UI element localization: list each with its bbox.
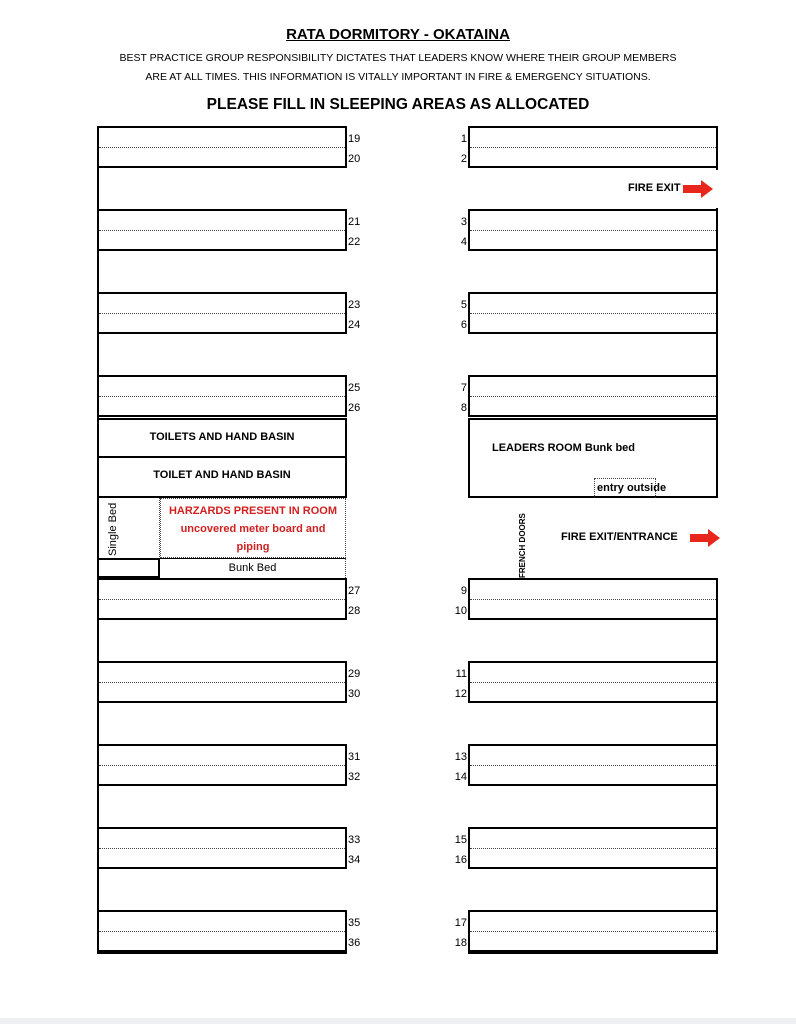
bed-number: 25 [348,382,361,394]
fire-exit-entrance-arrow-icon [690,529,720,547]
bunk-divider [470,599,716,600]
right-bunk-block[interactable] [468,744,718,786]
bunk-divider [99,848,345,849]
entry-outside-label: entry outside [597,482,667,494]
bunk-divider [99,396,345,397]
left-bottom-wall [97,952,347,954]
bed-number: 13 [454,751,467,763]
bed-number: 29 [348,668,361,680]
bunk-divider [99,230,345,231]
bunk-divider [470,931,716,932]
subtitle-line-1: BEST PRACTICE GROUP RESPONSIBILITY DICTATES THAT LEADERS KNOW WHERE THEIR GROUP MEMBERS [119,52,677,64]
french-doors-label: FRENCH DOORS [518,513,527,578]
bunk-divider [470,313,716,314]
right-bunk-block[interactable] [468,292,718,334]
toilets-block-2 [97,458,347,498]
bed-number: 9 [460,585,467,597]
bed-number: 35 [348,917,361,929]
bunk-divider [470,765,716,766]
bed-number: 2 [460,153,467,165]
left-bunk-block[interactable] [97,910,347,952]
hazard-title: HARZARDS PRESENT IN ROOM [168,505,338,517]
bed-number: 1 [460,133,467,145]
bunk-divider [99,682,345,683]
bed-number: 6 [460,319,467,331]
bed-number: 20 [348,153,361,165]
bed-number: 19 [348,133,361,145]
hazard-line-2: piping [236,541,270,553]
bunk-divider [99,765,345,766]
toilets-label-1: TOILETS AND HAND BASIN [149,431,295,443]
leaders-room-label: LEADERS ROOM Bunk bed [492,442,636,454]
bed-number: 18 [454,937,467,949]
bed-number: 36 [348,937,361,949]
bunk-divider [99,931,345,932]
right-bunk-block[interactable] [468,126,718,168]
bunk-bed-label: Bunk Bed [228,562,277,574]
right-bunk-block[interactable] [468,661,718,703]
bunk-bed-area [160,558,346,578]
bunk-divider [99,599,345,600]
left-bunk-block[interactable] [97,292,347,334]
bed-number: 32 [348,771,361,783]
bed-number: 27 [348,585,361,597]
bed-number: 10 [454,605,467,617]
fire-exit-label: FIRE EXIT [628,182,681,194]
right-bunk-block[interactable] [468,910,718,952]
bed-number: 17 [454,917,467,929]
bed-number: 26 [348,402,361,414]
bed-number: 8 [460,402,467,414]
left-bunk-block[interactable] [97,827,347,869]
right-bottom-wall [468,952,718,954]
fire-exit-entrance-label: FIRE EXIT/ENTRANCE [561,531,678,543]
bed-number: 34 [348,854,361,866]
fire-exit-opening [715,170,721,208]
fire-exit-arrow-icon [683,180,713,198]
single-bed-foot [97,558,160,578]
bunk-divider [470,147,716,148]
bunk-divider [470,848,716,849]
instruction-heading: PLEASE FILL IN SLEEPING AREAS AS ALLOCATED [206,96,590,113]
left-bunk-block[interactable] [97,578,347,620]
left-bunk-block[interactable] [97,375,347,417]
bed-number: 33 [348,834,361,846]
right-bunk-block[interactable] [468,827,718,869]
left-bunk-block[interactable] [97,126,347,168]
bed-number: 7 [460,382,467,394]
toilets-label-2: TOILET AND HAND BASIN [153,469,291,481]
single-bed-area [97,498,160,559]
bed-number: 12 [454,688,467,700]
bed-number: 4 [460,236,467,248]
bunk-divider [99,313,345,314]
toilets-block-1 [97,418,347,458]
leaders-room [468,418,718,498]
bed-number: 16 [454,854,467,866]
entry-outside-box [594,478,667,498]
bunk-divider [470,230,716,231]
hazard-line-1: uncovered meter board and [180,523,326,535]
bed-number: 30 [348,688,361,700]
left-bunk-block[interactable] [97,744,347,786]
bed-number: 15 [454,834,467,846]
bed-number: 31 [348,751,361,763]
bed-number: 28 [348,605,361,617]
single-bed-label: Single Bed [107,502,119,556]
bed-number: 21 [348,216,361,228]
left-bunk-block[interactable] [97,209,347,251]
bunk-divider [470,396,716,397]
document-title: RATA DORMITORY - OKATAINA [286,26,510,43]
bed-number: 11 [455,668,467,680]
bunk-divider [470,682,716,683]
bed-number: 23 [348,299,361,311]
right-bunk-block[interactable] [468,375,718,417]
bunk-divider [99,147,345,148]
bed-number: 14 [454,771,467,783]
bed-number: 24 [348,319,361,331]
subtitle-line-2: ARE AT ALL TIMES. THIS INFORMATION IS VITALLY IMPORTANT IN FIRE & EMERGENCY SITUATIONS. [145,71,651,83]
hazard-notice [160,498,346,558]
page-footer-bar [0,1018,796,1024]
right-bunk-block[interactable] [468,578,718,620]
right-bunk-block[interactable] [468,209,718,251]
bed-number: 22 [348,236,361,248]
bed-number: 3 [460,216,467,228]
left-bunk-block[interactable] [97,661,347,703]
bed-number: 5 [460,299,467,311]
